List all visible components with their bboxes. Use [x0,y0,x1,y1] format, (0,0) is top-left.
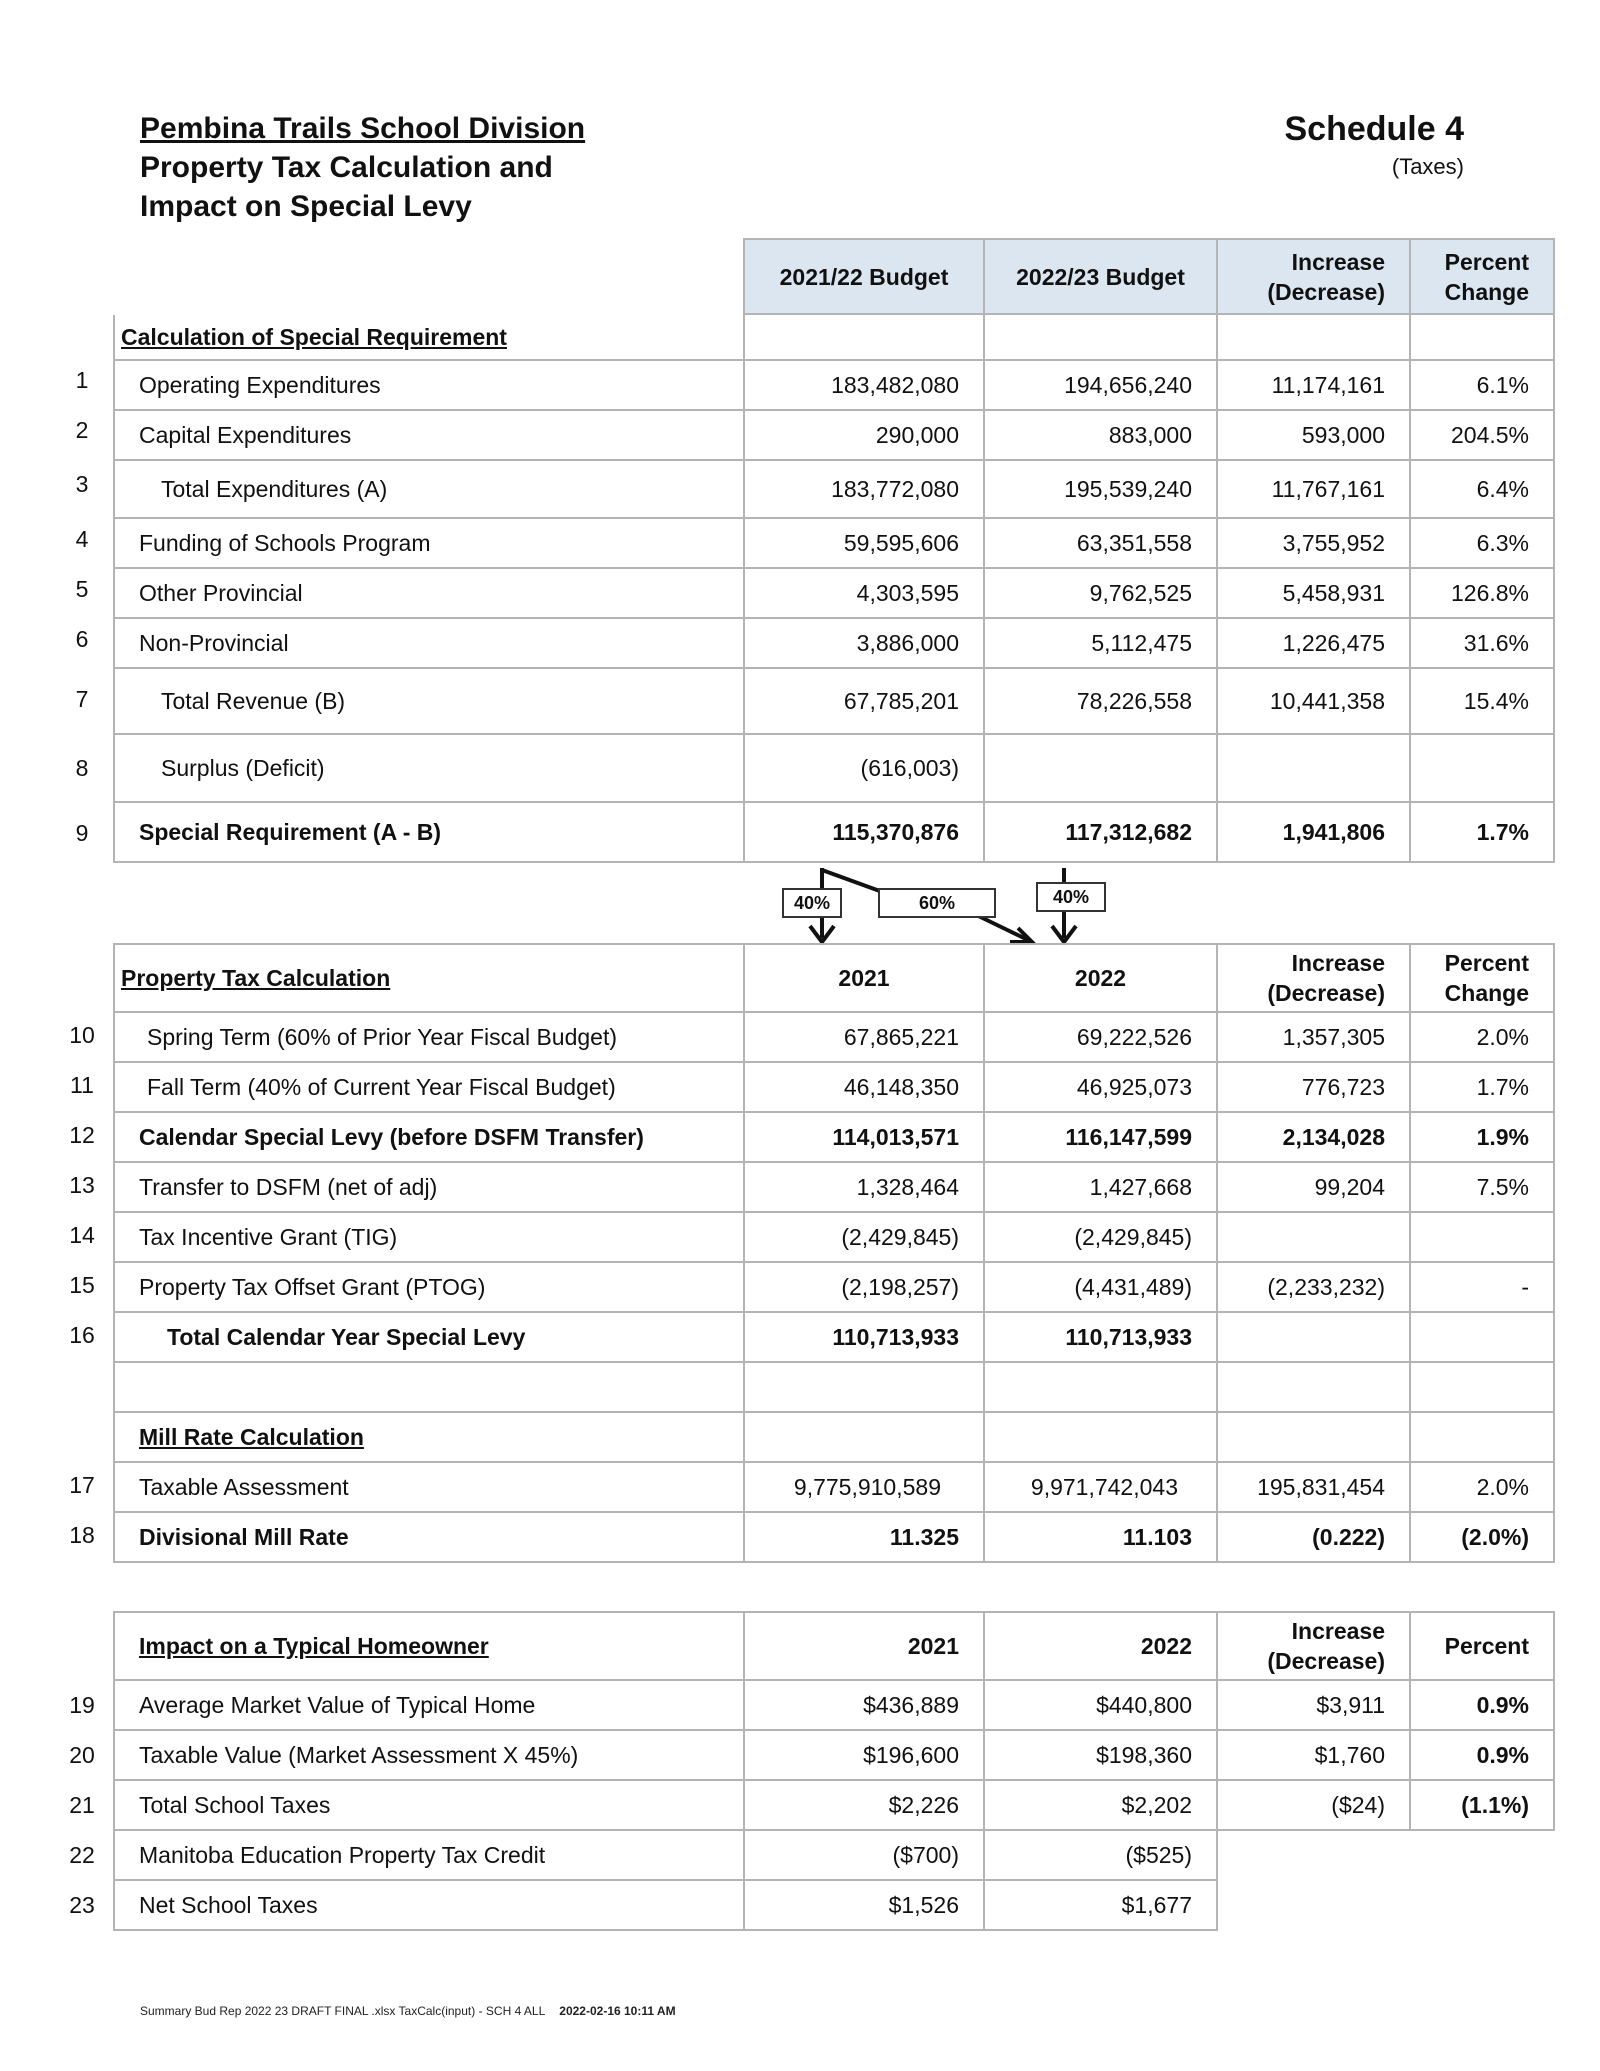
cell-value: 1.7% [1410,1062,1554,1112]
row-number: 23 [69,1892,95,1918]
col-header-2021: 2021 [744,944,984,1012]
cell-value: $1,677 [984,1880,1217,1930]
cell-value: 776,723 [1217,1062,1410,1112]
col-header-percent [1410,239,1554,314]
row-label: Total Revenue (B) [114,668,744,734]
table-row [114,618,1554,668]
cell-value: 1,427,668 [984,1162,1217,1212]
row-label: Transfer to DSFM (net of adj) [114,1162,744,1212]
cell-value: 2,134,028 [1217,1112,1410,1162]
cell-value: 883,000 [984,410,1217,460]
homeowner-header-row [114,1612,1554,1680]
col-header-increase [1217,1612,1410,1680]
cell-value: (2,429,845) [984,1212,1217,1262]
table-row [114,734,1554,802]
cell-value: 31.6% [1410,618,1554,668]
row-label: Average Market Value of Typical Home [114,1680,744,1730]
cell-value: 2.0% [1410,1012,1554,1062]
col-header-percent: Percent [1410,1612,1554,1680]
cell-value: 99,204 [1217,1162,1410,1212]
allocation-label-60: 60% [878,888,996,918]
cell-value: 9,762,525 [984,568,1217,618]
cell-value: 46,925,073 [984,1062,1217,1112]
cell-value: 110,713,933 [984,1312,1217,1362]
col-header-percent-line2: Change [1444,278,1529,305]
cell-value: 1,941,806 [1217,802,1410,862]
table-row [114,410,1554,460]
cell-value: $198,360 [984,1730,1217,1780]
col-header-increase [1217,239,1410,314]
section-title-property-tax: Property Tax Calculation [114,944,744,1012]
cell-value: 115,370,876 [744,802,984,862]
row-label: Non-Provincial [114,618,744,668]
row-number: 9 [75,820,89,846]
row-number: 19 [69,1692,95,1718]
row-label: Capital Expenditures [114,410,744,460]
row-number: 3 [75,471,89,497]
special-header-row [114,239,1554,314]
table-row [114,1680,1554,1730]
cell-value: $1,526 [744,1880,984,1930]
table-row [114,1112,1554,1162]
row-number: 17 [69,1472,95,1498]
table-row [114,1212,1554,1262]
cell-value: 9,971,742,043 [984,1462,1217,1512]
cell-value: 69,222,526 [984,1012,1217,1062]
table-row [114,1880,1554,1930]
cell-value: 195,831,454 [1217,1462,1410,1512]
row-label: Total Expenditures (A) [114,460,744,518]
col-header-increase-line1: Increase [1291,248,1385,275]
cell-value: 290,000 [744,410,984,460]
property-tax-table [113,943,1555,1563]
cell-value: $3,911 [1217,1680,1410,1730]
cell-value [984,734,1217,802]
homeowner-impact-table [113,1611,1555,1931]
cell-value: $440,800 [984,1680,1217,1730]
cell-value: (1.1%) [1410,1780,1554,1830]
col-header-increase [1217,944,1410,1012]
col-header-percent-line1: Percent [1444,950,1529,976]
row-number: 20 [69,1742,95,1768]
section-title-homeowner: Impact on a Typical Homeowner [114,1612,744,1680]
cell-value: 15.4% [1410,668,1554,734]
cell-value: $2,226 [744,1780,984,1830]
cell-value: 183,772,080 [744,460,984,518]
table-row-empty [114,1362,1554,1412]
schedule-sublabel: (Taxes) [1391,154,1464,179]
cell-value: 6.1% [1410,360,1554,410]
row-number: 12 [69,1122,95,1148]
cell-value: 195,539,240 [984,460,1217,518]
row-number: 21 [69,1792,95,1818]
table-row [114,360,1554,410]
cell-value: (2,198,257) [744,1262,984,1312]
cell-value: 3,886,000 [744,618,984,668]
row-number: 10 [69,1022,95,1048]
cell-value: 5,458,931 [1217,568,1410,618]
report-title-line-2: Property Tax Calculation and [140,151,553,184]
cell-value: 5,112,475 [984,618,1217,668]
row-label: Calendar Special Levy (before DSFM Transfer) [114,1112,744,1162]
allocation-label-40-right: 40% [1036,882,1106,912]
cell-value: 0.9% [1410,1730,1554,1780]
row-label: Surplus (Deficit) [114,734,744,802]
footer-file-name: Summary Bud Rep 2022 23 DRAFT FINAL .xlsx TaxCalc(input) - SCH 4 ALL [140,2004,546,2018]
cell-value: 4,303,595 [744,568,984,618]
row-label: Property Tax Offset Grant (PTOG) [114,1262,744,1312]
section-title-mill-rate: Mill Rate Calculation [114,1412,744,1462]
footer-timestamp: 2022-02-16 10:11 AM [559,2004,676,2018]
col-header-increase-line1: Increase [1291,1618,1385,1644]
cell-value: 183,482,080 [744,360,984,410]
cell-value: 11.103 [984,1512,1217,1562]
mill-section-row [114,1412,1554,1462]
table-row [114,1312,1554,1362]
col-header-increase-line2: (Decrease) [1267,1648,1385,1674]
cell-value: (0.222) [1217,1512,1410,1562]
cell-value: 204.5% [1410,410,1554,460]
cell-value [1217,1212,1410,1262]
table-row [114,1162,1554,1212]
cell-value: ($525) [984,1830,1217,1880]
cell-value: 67,785,201 [744,668,984,734]
cell-value: ($24) [1217,1780,1410,1830]
row-label: Spring Term (60% of Prior Year Fiscal Budget) [114,1012,744,1062]
table-row [114,1830,1554,1880]
row-number: 22 [69,1842,95,1868]
row-label: Other Provincial [114,568,744,618]
cell-value: (2,233,232) [1217,1262,1410,1312]
cell-value: 46,148,350 [744,1062,984,1112]
cell-value [1217,734,1410,802]
col-header-2021-22-budget: 2021/22 Budget [744,239,984,314]
row-label: Operating Expenditures [114,360,744,410]
cell-value: 9,775,910,589 [744,1462,984,1512]
cell-value: 6.4% [1410,460,1554,518]
cell-value [1410,1212,1554,1262]
row-number: 1 [75,367,89,393]
row-label: Taxable Value (Market Assessment X 45%) [114,1730,744,1780]
schedule-label: Schedule 4 [1284,110,1464,148]
cell-value: $1,760 [1217,1730,1410,1780]
table-row [114,1512,1554,1562]
cell-value: 11,767,161 [1217,460,1410,518]
row-number: 15 [69,1272,95,1298]
cell-value: (4,431,489) [984,1262,1217,1312]
cell-value: 110,713,933 [744,1312,984,1362]
cell-value: 194,656,240 [984,360,1217,410]
cell-value [1217,1312,1410,1362]
row-number: 18 [69,1522,95,1548]
col-header-2022-23-budget: 2022/23 Budget [984,239,1217,314]
cell-value: 11,174,161 [1217,360,1410,410]
cell-value: 2.0% [1410,1462,1554,1512]
row-number: 2 [75,417,89,443]
cell-value: $2,202 [984,1780,1217,1830]
cell-value: $196,600 [744,1730,984,1780]
row-number: 13 [69,1172,95,1198]
cell-value: 1,226,475 [1217,618,1410,668]
table-row [114,1262,1554,1312]
row-label: Manitoba Education Property Tax Credit [114,1830,744,1880]
row-number: 11 [70,1072,94,1098]
special-requirement-table [113,238,1555,863]
cell-value: (616,003) [744,734,984,802]
row-label: Total Calendar Year Special Levy [114,1312,744,1362]
cell-value: 126.8% [1410,568,1554,618]
row-label: Funding of Schools Program [114,518,744,568]
col-header-percent [1410,944,1554,1012]
cell-value: 1.9% [1410,1112,1554,1162]
table-row [114,460,1554,518]
property-header-row [114,944,1554,1012]
cell-value: 67,865,221 [744,1012,984,1062]
row-number: 5 [75,576,89,602]
table-row [114,1062,1554,1112]
col-header-increase-line2: (Decrease) [1267,980,1385,1006]
cell-value: - [1410,1262,1554,1312]
cell-value: 6.3% [1410,518,1554,568]
table-row [114,1730,1554,1780]
row-label: Tax Incentive Grant (TIG) [114,1212,744,1262]
cell-value: 3,755,952 [1217,518,1410,568]
table-row [114,1012,1554,1062]
table-row [114,1780,1554,1830]
col-header-increase-line1: Increase [1291,950,1385,976]
cell-value: 10,441,358 [1217,668,1410,734]
cell-value: 593,000 [1217,410,1410,460]
cell-value [1410,734,1554,802]
organization-title: Pembina Trails School Division [140,112,586,145]
table-row [114,802,1554,862]
col-header-2022: 2022 [984,944,1217,1012]
row-label: Net School Taxes [114,1880,744,1930]
allocation-label-40-left: 40% [782,888,842,918]
table-row [114,518,1554,568]
cell-value: 116,147,599 [984,1112,1217,1162]
row-number: 6 [75,626,89,652]
row-label: Divisional Mill Rate [114,1512,744,1562]
cell-value: $436,889 [744,1680,984,1730]
cell-value: 1,328,464 [744,1162,984,1212]
row-label: Taxable Assessment [114,1462,744,1512]
row-number: 8 [75,755,89,781]
cell-value: 78,226,558 [984,668,1217,734]
cell-value: 1.7% [1410,802,1554,862]
cell-value [1410,1312,1554,1362]
table-row [114,668,1554,734]
cell-value: 117,312,682 [984,802,1217,862]
row-number: 16 [69,1322,95,1348]
cell-value: 0.9% [1410,1680,1554,1730]
col-header-percent-line2: Change [1444,980,1529,1006]
table-row [114,1462,1554,1512]
row-label: Special Requirement (A - B) [114,802,744,862]
special-section-row [114,314,1554,360]
cell-value: ($700) [744,1830,984,1880]
cell-value: (2,429,845) [744,1212,984,1262]
row-label: Fall Term (40% of Current Year Fiscal Budget) [114,1062,744,1112]
col-header-2021: 2021 [744,1612,984,1680]
file-footer [140,2004,676,2018]
cell-value: 59,595,606 [744,518,984,568]
table-row [114,568,1554,618]
col-header-increase-line2: (Decrease) [1267,278,1385,305]
section-title-special-requirement: Calculation of Special Requirement [114,314,744,360]
col-header-percent-line1: Percent [1444,248,1529,275]
row-number: 7 [75,686,89,712]
report-title-line-3: Impact on Special Levy [140,190,472,223]
cell-value: 7.5% [1410,1162,1554,1212]
cell-value: 11.325 [744,1512,984,1562]
row-number: 4 [75,526,89,552]
cell-value: 114,013,571 [744,1112,984,1162]
row-number: 14 [69,1222,95,1248]
cell-value: 63,351,558 [984,518,1217,568]
col-header-2022: 2022 [984,1612,1217,1680]
row-label: Total School Taxes [114,1780,744,1830]
cell-value: (2.0%) [1410,1512,1554,1562]
cell-value: 1,357,305 [1217,1012,1410,1062]
